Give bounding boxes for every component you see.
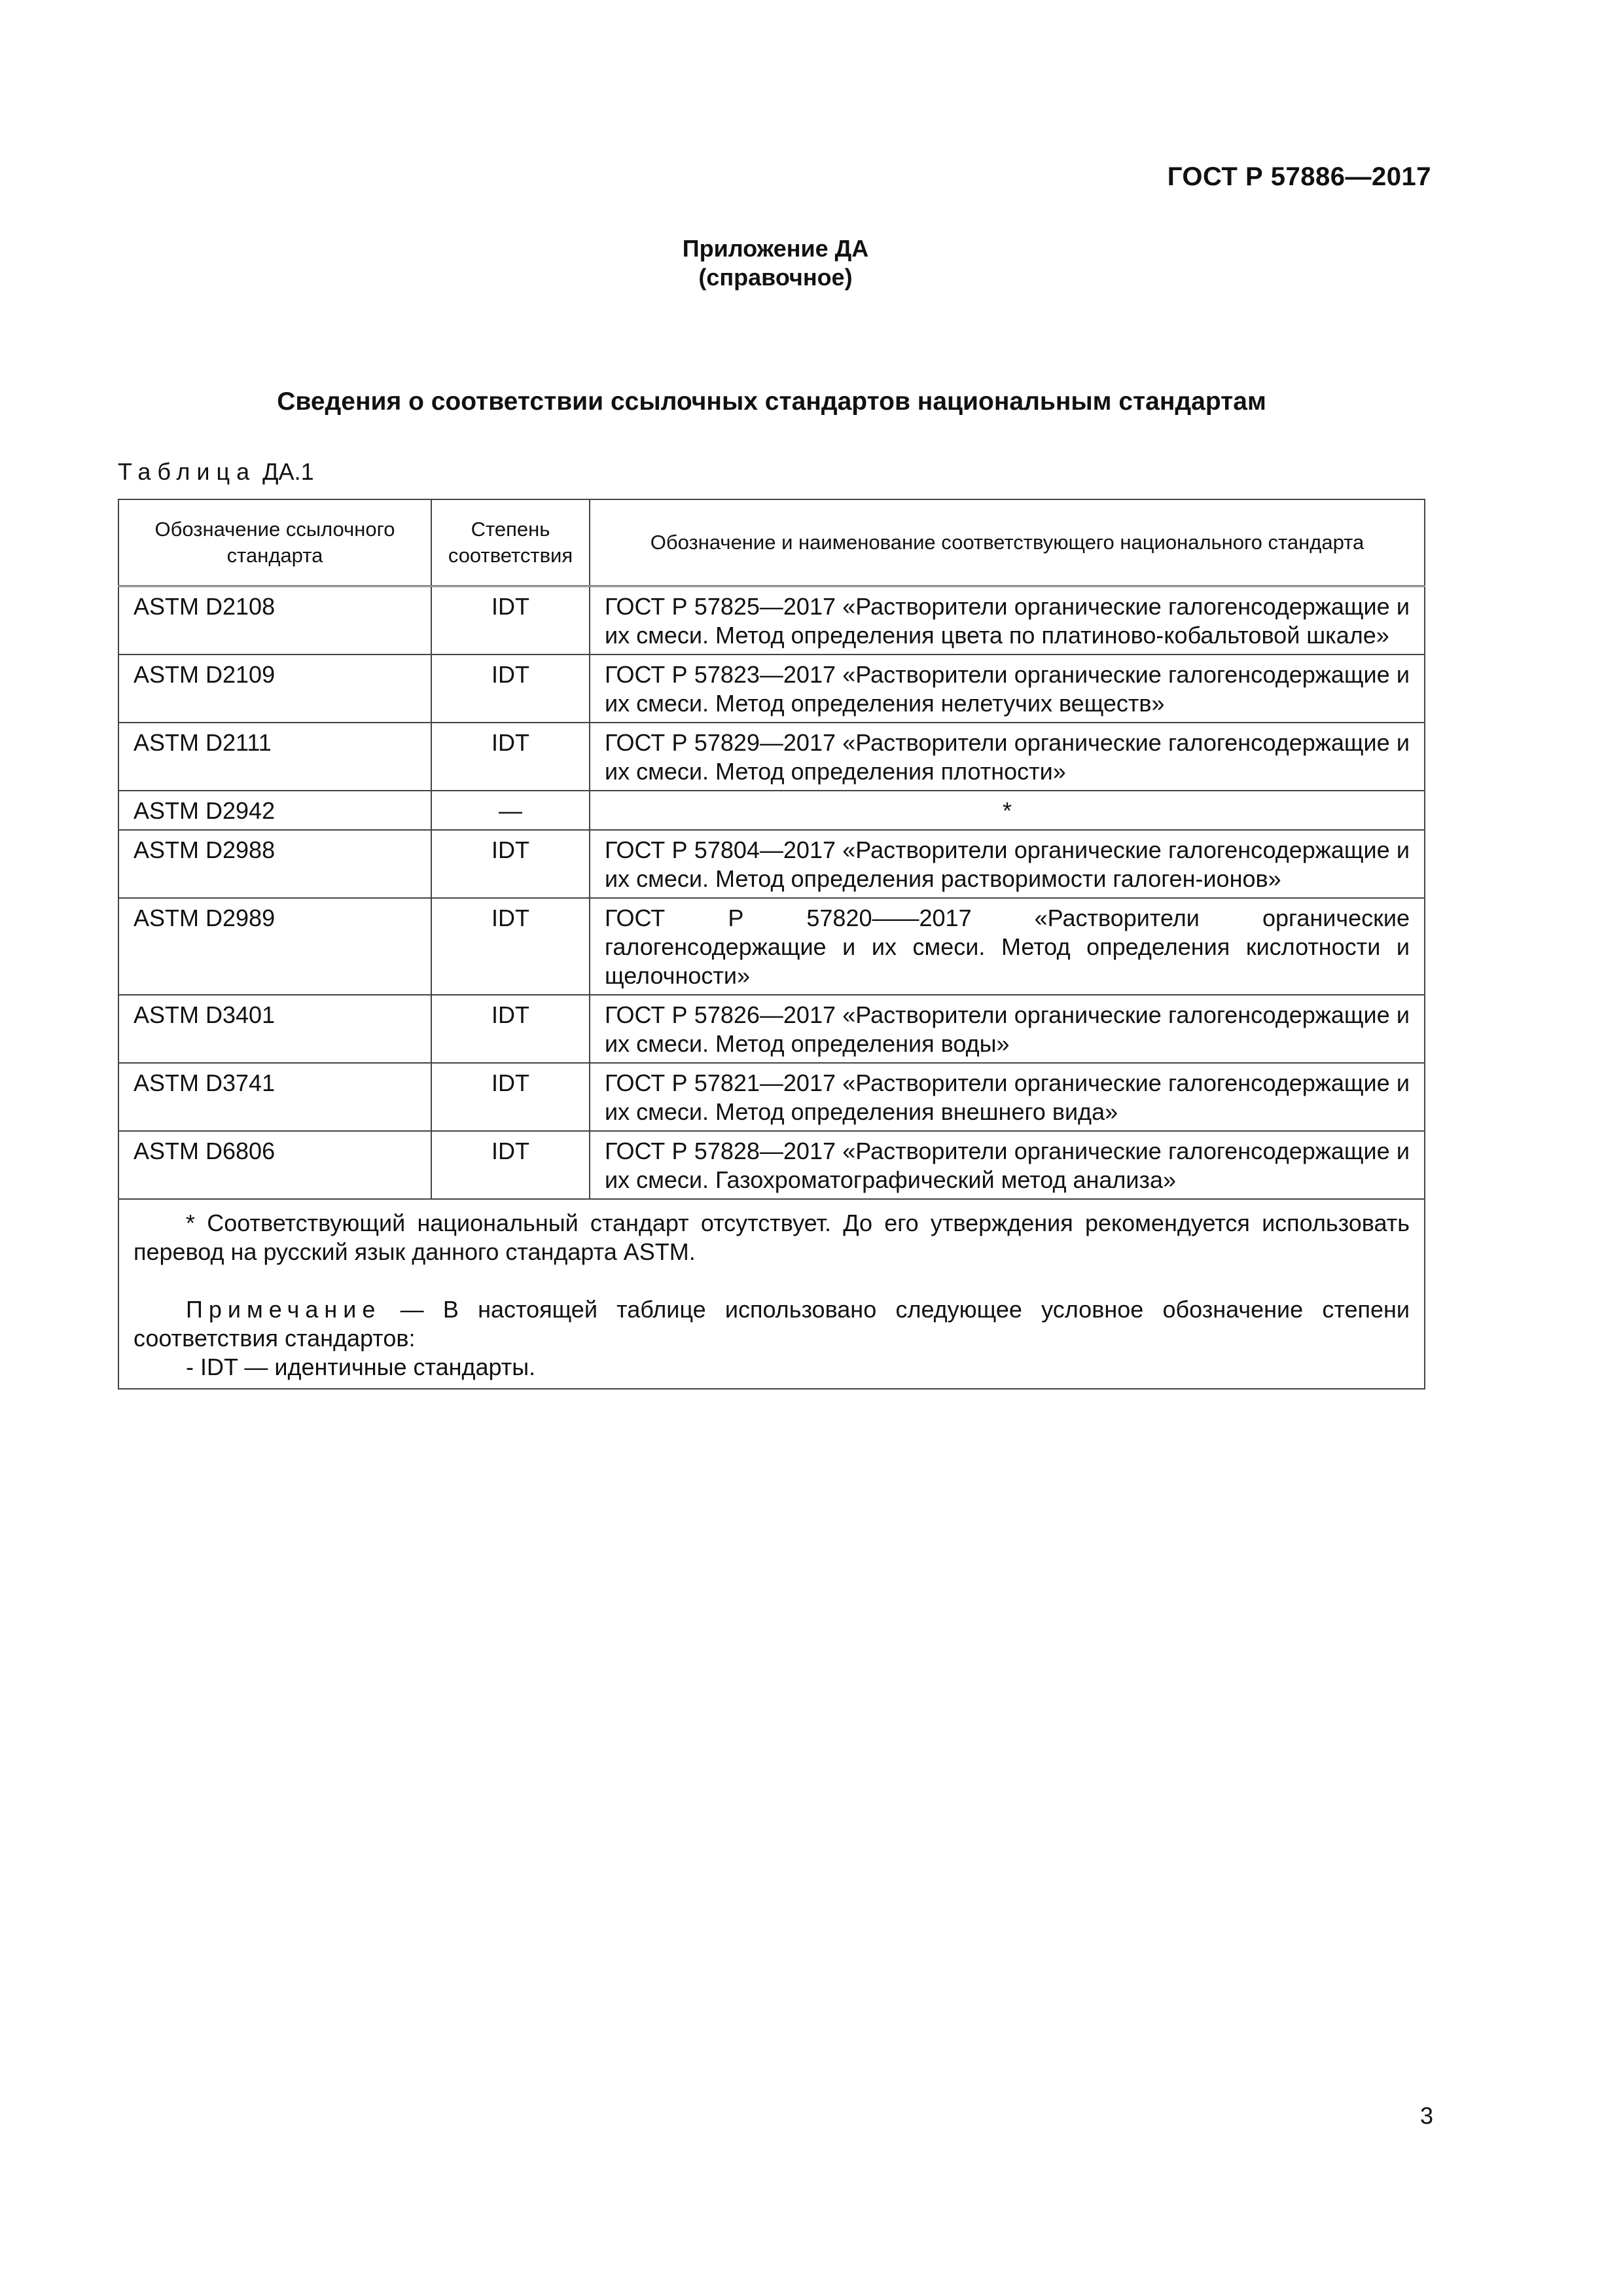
section-title: Сведения о соответствии ссылочных стандартов национальным стандартам — [277, 387, 1266, 416]
ref-standard-cell: ASTM D3741 — [118, 1063, 431, 1131]
footnote-text: * Соответствующий национальный стандарт отсутствует. До его утверждения рекомендуется использовать перевод на русский язык данного стандарта ASTM. — [134, 1210, 1410, 1265]
national-standard-cell: ГОСТ Р 57826—2017 «Растворители органические галогенсодержащие и их смеси. Метод определения воды» — [590, 995, 1425, 1063]
national-standard-cell: ГОСТ Р 57829—2017 «Растворители органические галогенсодержащие и их смеси. Метод определения плотности» — [590, 723, 1425, 791]
national-standard-cell: ГОСТ Р 57825—2017 «Растворители органические галогенсодержащие и их смеси. Метод определения цвета по платиново-кобальтовой шкале» — [590, 586, 1425, 655]
appendix-subtitle: (справочное) — [698, 264, 853, 291]
table-caption-number: ДА.1 — [262, 458, 314, 485]
ref-standard-cell: ASTM D3401 — [118, 995, 431, 1063]
footnote-spacer — [134, 1266, 1410, 1295]
note-text: — В настоящей таблице использовано следующее условное обозначение степени соответствия стандартов: — [134, 1296, 1410, 1352]
table-row — [118, 586, 1425, 655]
table-footnote — [118, 1199, 1425, 1389]
degree-cell: — — [431, 791, 590, 830]
table-footnote-row — [118, 1199, 1425, 1389]
header-national-standard: Обозначение и наименование соответствующего национального стандарта — [590, 499, 1425, 586]
table-row — [118, 791, 1425, 830]
note-label: Примечание — [186, 1296, 382, 1323]
ref-standard-cell: ASTM D2111 — [118, 723, 431, 791]
degree-cell: IDT — [431, 898, 590, 995]
note-paragraph — [134, 1295, 1410, 1353]
table-row — [118, 723, 1425, 791]
degree-cell: IDT — [431, 655, 590, 723]
table-row — [118, 995, 1425, 1063]
national-standard-cell: * — [590, 791, 1425, 830]
table-caption-word: Таблица — [118, 458, 257, 485]
ref-standard-cell: ASTM D2108 — [118, 586, 431, 655]
standards-table — [118, 499, 1425, 1390]
ref-standard-cell: ASTM D2109 — [118, 655, 431, 723]
national-standard-cell: ГОСТ Р 57804—2017 «Растворители органические галогенсодержащие и их смеси. Метод определения растворимости галоген-ионов» — [590, 830, 1425, 898]
ref-standard-cell: ASTM D2942 — [118, 791, 431, 830]
table-header-row — [118, 499, 1425, 586]
appendix-title: Приложение ДА — [682, 235, 869, 262]
page-number: 3 — [1419, 2102, 1433, 2129]
header-ref-standard: Обозначение ссылочного стандарта — [118, 499, 431, 586]
ref-standard-cell: ASTM D6806 — [118, 1131, 431, 1199]
ref-standard-cell: ASTM D2989 — [118, 898, 431, 995]
degree-cell: IDT — [431, 995, 590, 1063]
degree-cell: IDT — [431, 723, 590, 791]
national-standard-cell: ГОСТ Р 57823—2017 «Растворители органические галогенсодержащие и их смеси. Метод определения нелетучих веществ» — [590, 655, 1425, 723]
table-caption — [118, 458, 314, 486]
appendix-heading — [0, 234, 1551, 292]
degree-cell: IDT — [431, 1063, 590, 1131]
degree-cell: IDT — [431, 1131, 590, 1199]
table-row — [118, 830, 1425, 898]
degree-cell: IDT — [431, 586, 590, 655]
document-code: ГОСТ Р 57886—2017 — [1167, 162, 1431, 191]
header-degree: Степень соответствия — [431, 499, 590, 586]
national-standard-cell: ГОСТ Р 57828—2017 «Растворители органические галогенсодержащие и их смеси. Газохроматографический метод анализа» — [590, 1131, 1425, 1199]
national-standard-cell: ГОСТ Р 57820——2017 «Растворители органические галогенсодержащие и их смеси. Метод определения кислотности и щелочности» — [590, 898, 1425, 995]
ref-standard-cell: ASTM D2988 — [118, 830, 431, 898]
table-row — [118, 655, 1425, 723]
table-row — [118, 898, 1425, 995]
national-standard-cell: ГОСТ Р 57821—2017 «Растворители органические галогенсодержащие и их смеси. Метод определения внешнего вида» — [590, 1063, 1425, 1131]
table-row — [118, 1131, 1425, 1199]
degree-cell: IDT — [431, 830, 590, 898]
table-row — [118, 1063, 1425, 1131]
note-item: - IDT — идентичные стандарты. — [186, 1354, 536, 1380]
